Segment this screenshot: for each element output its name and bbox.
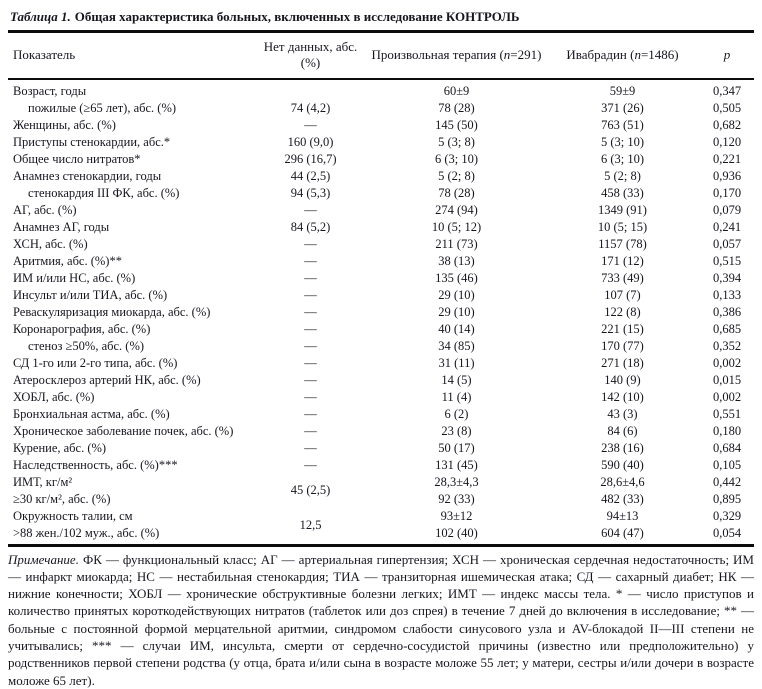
table-row bbox=[8, 99, 754, 116]
cell-therapy: 6 (2) bbox=[444, 406, 469, 421]
table-row bbox=[8, 303, 754, 320]
cell-therapy: 145 (50) bbox=[435, 117, 478, 132]
table-row bbox=[8, 269, 754, 286]
cell-no-data: — bbox=[304, 202, 317, 217]
cell-no-data: — bbox=[304, 355, 317, 370]
cell-no-data: — bbox=[304, 117, 317, 132]
table-title-text: Общая характеристика больных, включенных в исследование КОНТРОЛЬ bbox=[74, 9, 520, 24]
table-row bbox=[8, 371, 754, 388]
cell-ivabradine: 5 (3; 10) bbox=[600, 134, 645, 149]
cell-therapy: 78 (28) bbox=[438, 185, 475, 200]
cell-no-data bbox=[253, 79, 368, 100]
table-row bbox=[8, 184, 754, 201]
row-label: Курение, абс. (%) bbox=[13, 440, 107, 455]
cell-ivabradine: 271 (18) bbox=[601, 355, 644, 370]
header-p-symbol: p bbox=[723, 46, 731, 62]
cell-no-data: 44 (2,5) bbox=[290, 168, 331, 183]
row-label: >88 жен./102 муж., абс. (%) bbox=[13, 525, 160, 540]
footnote-lead: Примечание. bbox=[8, 551, 79, 567]
cell-no-data: — bbox=[304, 440, 317, 455]
cell-ivabradine: 107 (7) bbox=[604, 287, 641, 302]
cell-therapy: 10 (5; 12) bbox=[431, 219, 482, 234]
cell-therapy: 211 (73) bbox=[435, 236, 478, 251]
table-row bbox=[8, 473, 754, 490]
table-row bbox=[8, 439, 754, 456]
cell-p-value: 0,329 bbox=[712, 508, 742, 523]
cell-therapy: 5 (2; 8) bbox=[438, 168, 475, 183]
table-row bbox=[8, 456, 754, 473]
cell-no-data: 74 (4,2) bbox=[290, 100, 331, 115]
cell-ivabradine: 763 (51) bbox=[601, 117, 644, 132]
cell-p-value: 0,105 bbox=[712, 457, 742, 472]
row-label: стеноз ≥50%, абс. (%) bbox=[28, 338, 145, 353]
table-row bbox=[8, 405, 754, 422]
row-label: Инсульт и/или ТИА, абс. (%) bbox=[13, 287, 168, 302]
cell-no-data: — bbox=[304, 406, 317, 421]
cell-ivabradine: 171 (12) bbox=[601, 253, 644, 268]
cell-therapy: 38 (13) bbox=[438, 253, 475, 268]
cell-p-value: 0,002 bbox=[712, 389, 742, 404]
cell-therapy: 131 (45) bbox=[435, 457, 478, 472]
cell-therapy: 14 (5) bbox=[441, 372, 472, 387]
cell-ivabradine: 590 (40) bbox=[601, 457, 644, 472]
cell-therapy: 102 (40) bbox=[435, 525, 478, 540]
cell-p-value: 0,505 bbox=[712, 100, 742, 115]
cell-ivabradine: 94±13 bbox=[606, 508, 639, 523]
header-ivabradine-text: Ивабрадин ( bbox=[566, 46, 635, 62]
header-ivabradine-count: =1486) bbox=[640, 46, 679, 62]
cell-therapy: 34 (85) bbox=[438, 338, 475, 353]
table-row bbox=[8, 116, 754, 133]
cell-p-value: 0,002 bbox=[712, 355, 742, 370]
column-header-therapy bbox=[368, 33, 545, 79]
cell-no-data: — bbox=[304, 338, 317, 353]
cell-ivabradine: 733 (49) bbox=[601, 270, 644, 285]
table-header bbox=[8, 33, 754, 79]
cell-ivabradine: 371 (26) bbox=[601, 100, 644, 115]
cell-therapy: 31 (11) bbox=[438, 355, 475, 370]
header-row bbox=[8, 33, 754, 79]
cell-no-data: — bbox=[304, 270, 317, 285]
cell-ivabradine: 221 (15) bbox=[601, 321, 644, 336]
cell-p-value: 0,221 bbox=[712, 151, 742, 166]
cell-therapy: 5 (3; 8) bbox=[438, 134, 475, 149]
cell-therapy: 60±9 bbox=[443, 83, 470, 98]
cell-therapy: 135 (46) bbox=[435, 270, 478, 285]
header-ivabradine-n: n bbox=[634, 46, 641, 62]
cell-p-value: 0,684 bbox=[712, 440, 742, 455]
cell-no-data: — bbox=[304, 389, 317, 404]
cell-therapy: 11 (4) bbox=[441, 389, 472, 404]
column-header-p bbox=[700, 33, 754, 79]
row-label: Приступы стенокардии, абс.* bbox=[13, 134, 171, 149]
cell-no-data: 94 (5,3) bbox=[290, 185, 331, 200]
cell-p-value: 0,386 bbox=[712, 304, 742, 319]
cell-ivabradine: 1157 (78) bbox=[598, 236, 647, 251]
cell-ivabradine: 43 (3) bbox=[607, 406, 638, 421]
cell-ivabradine: 142 (10) bbox=[601, 389, 644, 404]
cell-ivabradine: 140 (9) bbox=[604, 372, 641, 387]
cell-therapy: 78 (28) bbox=[438, 100, 475, 115]
cell-ivabradine: 28,6±4,6 bbox=[600, 474, 645, 489]
cell-ivabradine: 458 (33) bbox=[601, 185, 644, 200]
table-row bbox=[8, 354, 754, 371]
column-header-ivabradine bbox=[545, 33, 700, 79]
table-row bbox=[8, 286, 754, 303]
table-row bbox=[8, 235, 754, 252]
cell-p-value: 0,936 bbox=[712, 168, 742, 183]
cell-p-value: 0,054 bbox=[712, 525, 742, 540]
cell-therapy: 28,3±4,3 bbox=[434, 474, 479, 489]
table-number-label: Таблица 1. bbox=[10, 9, 71, 24]
cell-no-data: — bbox=[304, 287, 317, 302]
cell-ivabradine: 122 (8) bbox=[604, 304, 641, 319]
row-label: АГ, абс. (%) bbox=[13, 202, 77, 217]
cell-no-data: 296 (16,7) bbox=[284, 151, 337, 166]
cell-therapy: 23 (8) bbox=[441, 423, 472, 438]
cell-ivabradine: 170 (77) bbox=[601, 338, 644, 353]
table-row bbox=[8, 150, 754, 167]
row-label: Бронхиальная астма, абс. (%) bbox=[13, 406, 170, 421]
column-header-indicator: Показатель bbox=[8, 33, 253, 79]
row-label: Анамнез АГ, годы bbox=[13, 219, 110, 234]
cell-therapy: 50 (17) bbox=[438, 440, 475, 455]
cell-no-data: — bbox=[304, 423, 317, 438]
cell-ivabradine: 604 (47) bbox=[601, 525, 644, 540]
header-therapy-count: =291) bbox=[510, 46, 542, 62]
cell-no-data: — bbox=[304, 304, 317, 319]
table-row bbox=[8, 388, 754, 405]
row-label: Реваскуляризация миокарда, абс. (%) bbox=[13, 304, 211, 319]
table-row bbox=[8, 167, 754, 184]
row-label: ИМ и/или НС, абс. (%) bbox=[13, 270, 136, 285]
row-label: ИМТ, кг/м² bbox=[13, 474, 73, 489]
cell-ivabradine: 84 (6) bbox=[607, 423, 638, 438]
cell-p-value: 0,685 bbox=[712, 321, 742, 336]
cell-therapy: 274 (94) bbox=[435, 202, 478, 217]
cell-p-value: 0,551 bbox=[712, 406, 742, 421]
cell-p-value: 0,133 bbox=[712, 287, 742, 302]
table-row bbox=[8, 218, 754, 235]
cell-therapy: 29 (10) bbox=[438, 304, 475, 319]
row-label: Окружность талии, см bbox=[13, 508, 133, 523]
row-label: Женщины, абс. (%) bbox=[13, 117, 116, 132]
cell-ivabradine: 10 (5; 15) bbox=[597, 219, 648, 234]
table-row bbox=[8, 524, 754, 545]
cell-no-data: 12,5 bbox=[299, 518, 322, 533]
cell-p-value: 0,895 bbox=[712, 491, 742, 506]
row-label: пожилые (≥65 лет), абс. (%) bbox=[28, 100, 177, 115]
cell-no-data: — bbox=[304, 236, 317, 251]
cell-p-value: 0,352 bbox=[712, 338, 742, 353]
cell-p-value: 0,180 bbox=[712, 423, 742, 438]
row-label: Анамнез стенокардии, годы bbox=[13, 168, 162, 183]
cell-ivabradine: 1349 (91) bbox=[598, 202, 647, 217]
table-row bbox=[8, 490, 754, 507]
row-label: Атеросклероз артерий НК, абс. (%) bbox=[13, 372, 201, 387]
cell-no-data: 45 (2,5) bbox=[290, 483, 331, 498]
cell-p-value: 0,347 bbox=[712, 83, 742, 98]
table-row bbox=[8, 133, 754, 150]
table-row bbox=[8, 422, 754, 439]
cell-therapy: 92 (33) bbox=[438, 491, 475, 506]
row-label: Хроническое заболевание почек, абс. (%) bbox=[13, 423, 234, 438]
cell-ivabradine: 482 (33) bbox=[601, 491, 644, 506]
table-footnote bbox=[8, 551, 754, 689]
row-label: Наследственность, абс. (%)*** bbox=[13, 457, 178, 472]
row-label: ХСН, абс. (%) bbox=[13, 236, 88, 251]
cell-p-value: 0,015 bbox=[712, 372, 742, 387]
table-row bbox=[8, 337, 754, 354]
cell-therapy: 6 (3; 10) bbox=[434, 151, 479, 166]
cell-p-value: 0,442 bbox=[712, 474, 742, 489]
data-table bbox=[8, 33, 754, 547]
table-title bbox=[8, 6, 754, 33]
cell-p-value: 0,170 bbox=[712, 185, 742, 200]
row-label: ХОБЛ, абс. (%) bbox=[13, 389, 95, 404]
cell-therapy: 29 (10) bbox=[438, 287, 475, 302]
row-label: Общее число нитратов* bbox=[13, 151, 141, 166]
row-label: Возраст, годы bbox=[13, 83, 87, 98]
row-label: Аритмия, абс. (%)** bbox=[13, 253, 122, 268]
header-therapy-text: Произвольная терапия ( bbox=[371, 46, 504, 62]
cell-therapy: 40 (14) bbox=[438, 321, 475, 336]
cell-ivabradine: 5 (2; 8) bbox=[604, 168, 641, 183]
cell-p-value: 0,120 bbox=[712, 134, 742, 149]
cell-no-data: — bbox=[304, 457, 317, 472]
cell-ivabradine: 238 (16) bbox=[601, 440, 644, 455]
cell-no-data: 160 (9,0) bbox=[287, 134, 334, 149]
header-therapy-n: n bbox=[503, 46, 511, 62]
table-row bbox=[8, 320, 754, 337]
cell-ivabradine: 6 (3; 10) bbox=[600, 151, 645, 166]
cell-p-value: 0,241 bbox=[712, 219, 742, 234]
table-row bbox=[8, 79, 754, 100]
row-label: ≥30 кг/м², абс. (%) bbox=[13, 491, 111, 506]
cell-p-value: 0,079 bbox=[712, 202, 742, 217]
cell-no-data: 84 (5,2) bbox=[290, 219, 331, 234]
cell-p-value: 0,682 bbox=[712, 117, 742, 132]
table-row bbox=[8, 201, 754, 218]
cell-ivabradine: 59±9 bbox=[609, 83, 636, 98]
cell-p-value: 0,057 bbox=[712, 236, 742, 251]
column-header-no-data: Нет данных, абс. (%) bbox=[253, 33, 368, 79]
table-row bbox=[8, 252, 754, 269]
cell-no-data: — bbox=[304, 372, 317, 387]
cell-therapy: 93±12 bbox=[440, 508, 473, 523]
cell-p-value: 0,515 bbox=[712, 253, 742, 268]
row-label: Коронарография, абс. (%) bbox=[13, 321, 151, 336]
table-body bbox=[8, 79, 754, 546]
cell-p-value: 0,394 bbox=[712, 270, 742, 285]
footnote-text: ФК — функциональный класс; АГ — артериальная гипертензия; ХСН — хроническая сердечная недостаточность; ИМ — инфаркт миокарда; НС — нестабильная стенокардия; ТИА — транзиторная ишемическая атака; СД — сахарный диабет; НК — нижние конечности; ХОБЛ — хронические обструктивные болезни легких; ИМТ — индекс массы тела. * — число приступов и количество принятых короткодействующих нитратов (таблеток или доз спрея) в течение 7 дней до включения в исследование; ** — больные с постоянной формой мерцательной аритмии, синдромом слабости синусового узла и AV-блокадой II—III степени не учитывались; *** — случаи ИМ, инсульта, смерти от сердечно-сосудистой причины (известно или предположительно) у родственников первой степени родства (у отца, брата и/или сына в возрасте моложе 55 лет; у матери, сестры и/или дочери в возрасте моложе 65 лет). bbox=[8, 551, 754, 688]
cell-no-data: — bbox=[304, 321, 317, 336]
cell-no-data: — bbox=[304, 253, 317, 268]
row-label: стенокардия III ФК, абс. (%) bbox=[28, 185, 180, 200]
row-label: СД 1-го или 2-го типа, абс. (%) bbox=[13, 355, 178, 370]
table-row bbox=[8, 507, 754, 524]
